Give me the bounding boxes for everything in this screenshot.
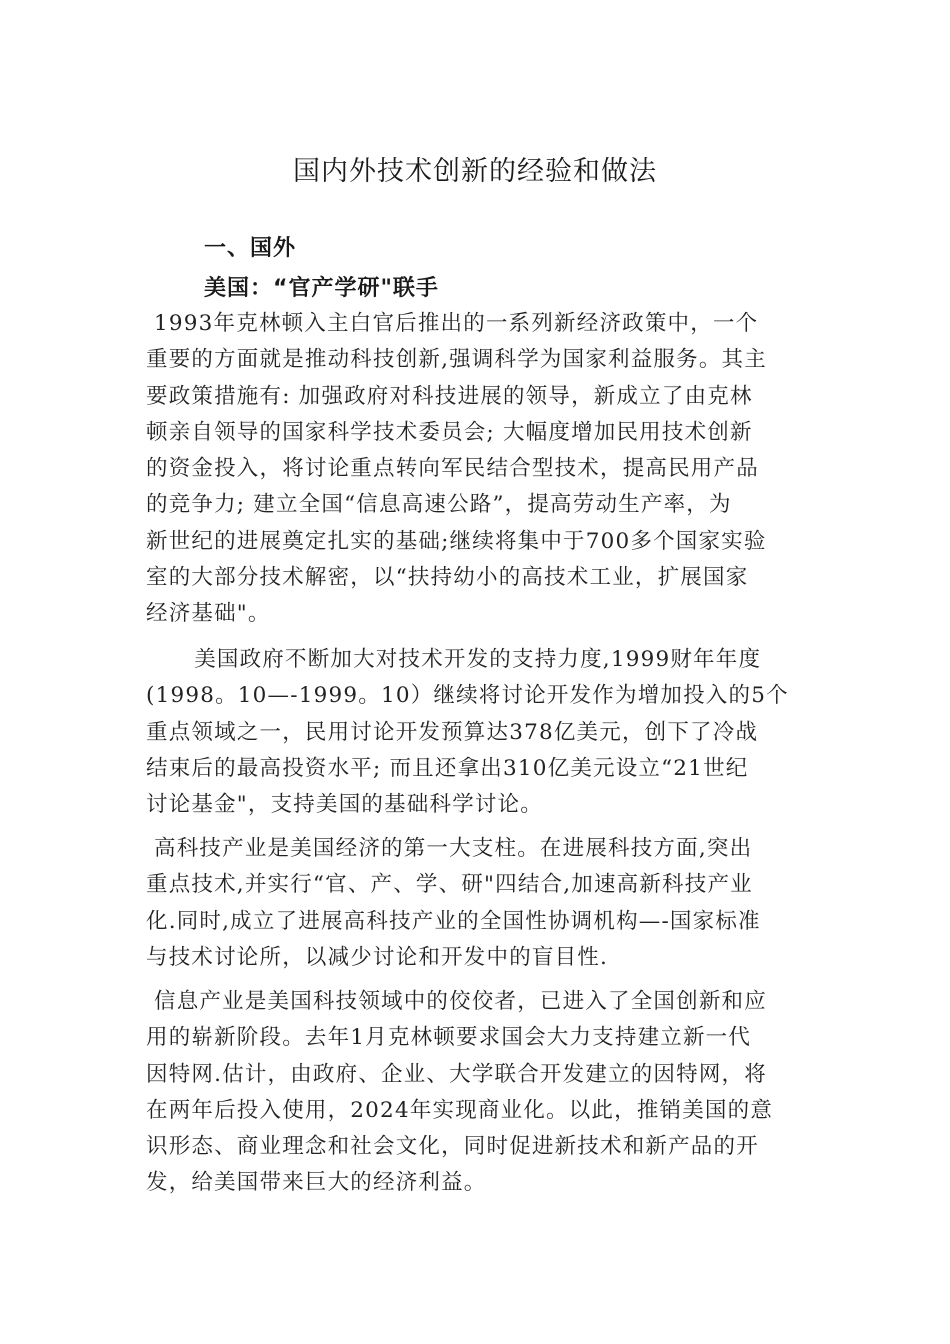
paragraph-line: 与技术讨论所，以减少讨论和开发中的盲目性. [146, 944, 609, 970]
paragraph-1 [146, 306, 806, 633]
subsection-heading-usa: 美国：“官产学研"联手 [204, 276, 439, 301]
paragraph-line: 因特网.估计，由政府、企业、大学联合开发建立的因特网，将 [146, 1061, 767, 1087]
paragraph-line: 在两年后投入使用，2024年实现商业化。以此，推销美国的意 [146, 1097, 774, 1123]
paragraph-line: 重点技术,并实行“官、产、学、研"四结合,加速高新科技产业 [146, 872, 753, 898]
paragraph-line: 顿亲自领导的国家科学技术委员会; 大幅度增加民用技术创新 [146, 419, 753, 445]
paragraph-line: 1993年克林顿入主白官后推出的一系列新经济政策中，一个 [146, 311, 759, 336]
paragraph-4 [146, 984, 806, 1202]
paragraph-line: 重点领域之一，民用讨论开发预算达378亿美元，创下了冷战 [146, 719, 759, 745]
paragraph-line: 识形态、商业理念和社会文化，同时促进新技术和新产品的开 [146, 1134, 759, 1160]
paragraph-line: 讨论基金"，支持美国的基础科学讨论。 [146, 792, 543, 818]
paragraph-line: 美国政府不断加大对技术开发的支持力度,1999财年年度 [146, 647, 762, 672]
section-heading-abroad: 一、国外 [204, 236, 297, 261]
paragraph-line: 经济基础"。 [146, 601, 271, 627]
paragraph-3 [146, 831, 806, 976]
paragraph-line: 的竞争力; 建立全国“信息高速公路”，提高劳动生产率，为 [146, 492, 732, 518]
paragraph-line: 要政策措施有: 加强政府对科技进展的领导，新成立了由克林 [146, 383, 753, 409]
paragraph-line: 结束后的最高投资水平; 而且还拿出310亿美元设立“21世纪 [146, 755, 749, 781]
paragraph-line: 用的崭新阶段。去年1月克林顿要求国会大力支持建立新一代 [146, 1025, 752, 1051]
document-title: 国内外技术创新的经验和做法 [293, 156, 657, 187]
paragraph-line: 高科技产业是美国经济的第一大支柱。在进展科技方面,突出 [146, 836, 753, 861]
paragraph-line: 信息产业是美国科技领域中的佼佼者，已进入了全国创新和应 [146, 989, 767, 1014]
paragraph-2 [146, 642, 806, 823]
paragraph-line: 重要的方面就是推动科技创新,强调科学为国家利益服务。其主 [146, 347, 767, 373]
paragraph-line: 室的大部分技术解密，以“扶持幼小的高技术工业，扩展国家 [146, 565, 749, 591]
paragraph-line: 化.同时,成立了进展高科技产业的全国性协调机构—-国家标准 [146, 908, 761, 934]
paragraph-line: 发，给美国带来巨大的经济利益。 [146, 1170, 487, 1196]
paragraph-line: (1998。10—-1999。10）继续将讨论开发作为增加投入的5个 [146, 683, 789, 709]
paragraph-line: 的资金投入，将讨论重点转向军民结合型技术，提高民用产品 [146, 456, 759, 482]
paragraph-line: 新世纪的进展奠定扎实的基础;继续将集中于700多个国家实验 [146, 528, 767, 554]
